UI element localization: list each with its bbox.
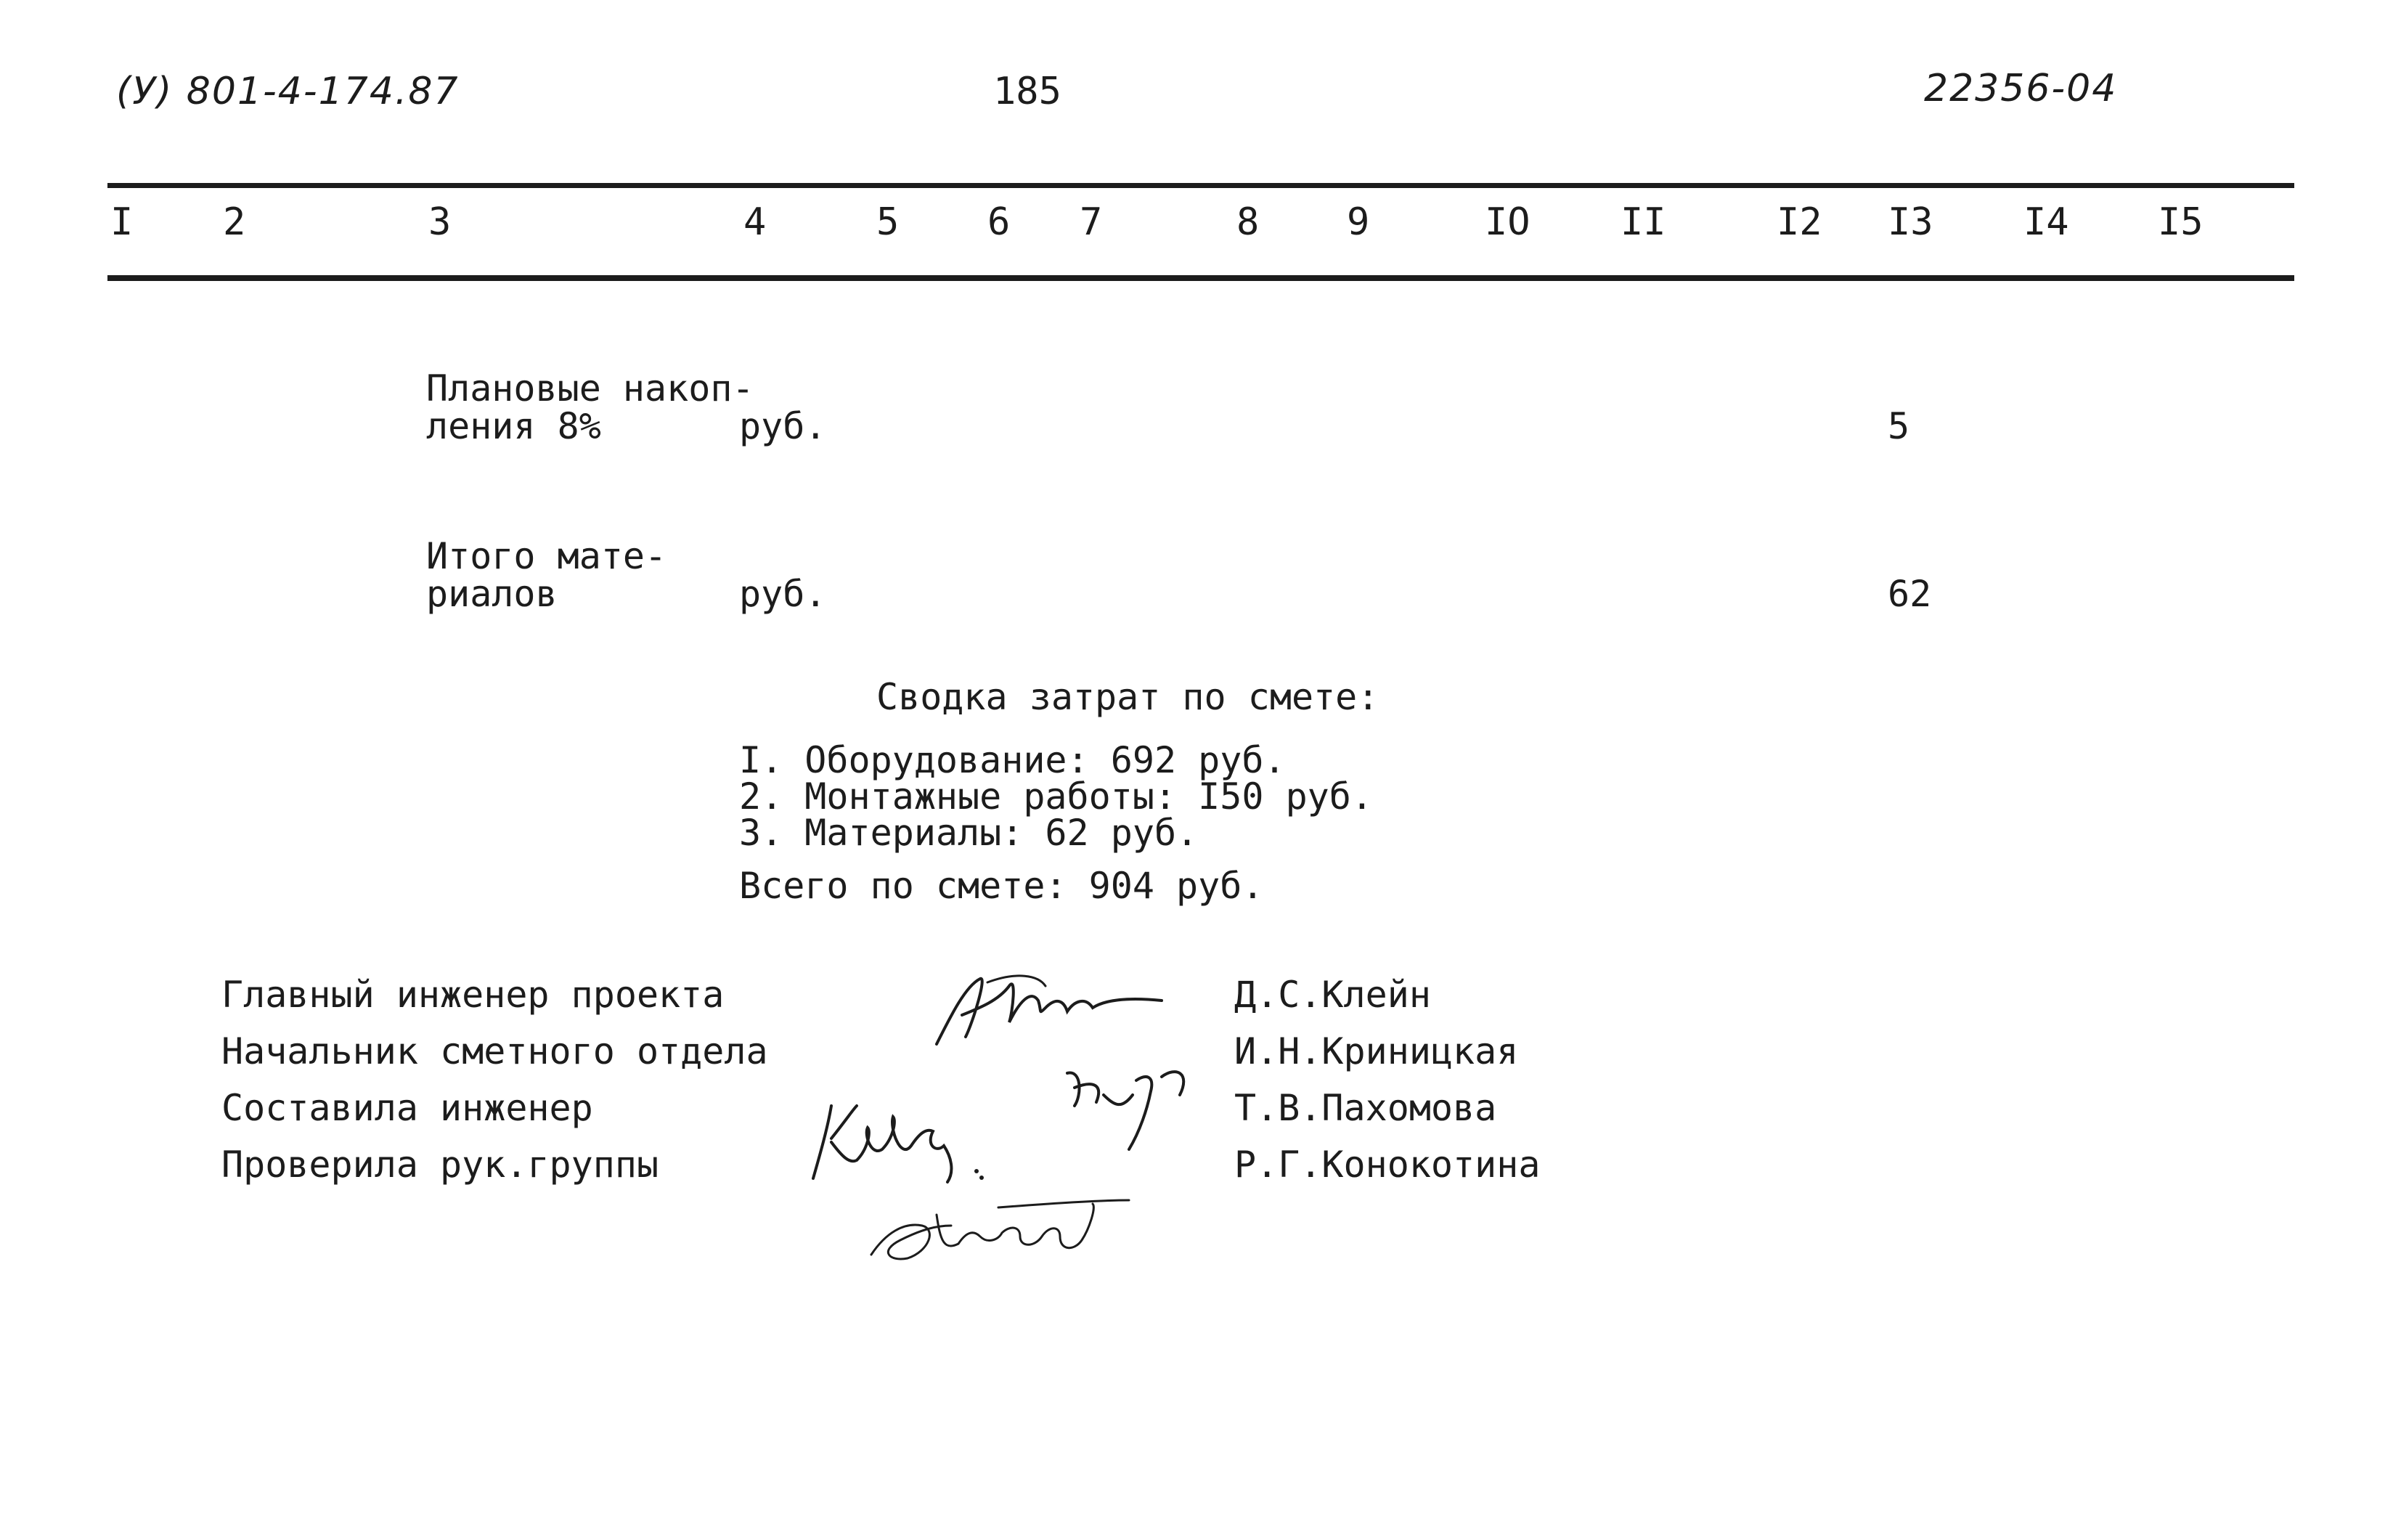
column-number: I5	[2158, 200, 2204, 244]
column-number: 4	[743, 200, 767, 244]
summary-item: I. Оборудование: 692 руб.	[739, 739, 1286, 781]
row-name-line: риалов	[426, 573, 558, 615]
column-number: 6	[987, 200, 1011, 244]
table-top-rule	[107, 183, 2294, 188]
column-number: 3	[428, 200, 452, 244]
row-value: 5	[1888, 405, 1910, 447]
summary-total: Всего по смете: 904 руб.	[739, 865, 1264, 907]
signatory-name: Т.В.Пахомова	[1234, 1087, 1497, 1129]
archive-number: 22356-04	[1924, 67, 2118, 110]
signature-group-lead	[857, 1154, 1147, 1304]
column-number: 9	[1347, 200, 1370, 244]
row-unit: руб.	[739, 573, 827, 615]
page-number: 185	[993, 70, 1061, 113]
column-number: II	[1621, 200, 1666, 244]
column-number: 7	[1080, 200, 1103, 244]
row-value: 62	[1888, 573, 1932, 615]
column-number: I2	[1777, 200, 1822, 244]
signatory-position: Проверила рук.группы	[221, 1144, 659, 1186]
column-number: I3	[1888, 200, 1933, 244]
summary-item: 2. Монтажные работы: I50 руб.	[739, 775, 1373, 818]
column-number: IO	[1485, 200, 1530, 244]
column-number: 2	[223, 200, 246, 244]
signatory-name: Д.С.Клейн	[1234, 974, 1431, 1016]
document-code: (У) 801-4-174.87	[116, 70, 460, 113]
column-number: 5	[876, 200, 900, 244]
signatory-name: И.Н.Криницкая	[1234, 1030, 1519, 1072]
table-header-bottom-rule	[107, 275, 2294, 281]
column-number: I	[110, 200, 134, 244]
row-unit: руб.	[739, 405, 827, 447]
signatory-position: Составила инженер	[221, 1087, 593, 1129]
column-number: 8	[1236, 200, 1260, 244]
row-name-line: Плановые накоп-	[426, 367, 754, 410]
summary-item: 3. Материалы: 62 руб.	[739, 812, 1199, 854]
row-name-line: ления 8%	[426, 405, 601, 447]
signatory-position: Начальник сметного отдела	[221, 1030, 768, 1072]
signatory-name: Р.Г.Конокотина	[1234, 1144, 1541, 1186]
signatory-position: Главный инженер проекта	[221, 974, 725, 1016]
summary-title: Сводка затрат по смете:	[876, 676, 1379, 718]
column-number: I4	[2023, 200, 2069, 244]
row-name-line: Итого мате-	[426, 535, 667, 577]
